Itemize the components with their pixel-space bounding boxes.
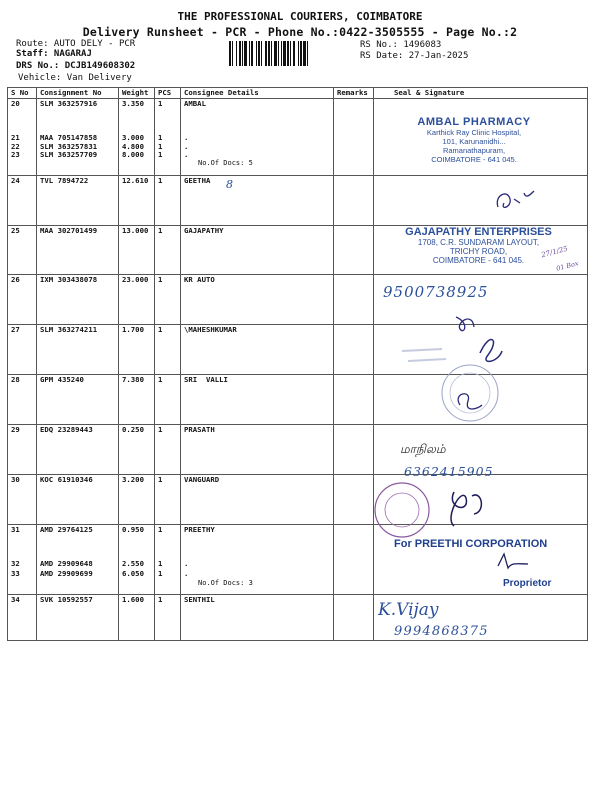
col-seal-signature: Seal & Signature bbox=[374, 88, 588, 99]
row-weight: 2.550 bbox=[122, 559, 144, 568]
barcode-bar bbox=[251, 41, 253, 66]
col-weight: Weight bbox=[119, 88, 155, 99]
table-row bbox=[8, 595, 588, 641]
row-weight: 0.250 bbox=[119, 425, 155, 475]
row-consignee: GAJAPATHY bbox=[181, 226, 334, 275]
row-remarks bbox=[334, 226, 374, 275]
docs-count-note: No.Of Docs: 3 bbox=[198, 579, 253, 587]
row-remarks bbox=[334, 525, 374, 595]
rs-number: RS No.: 1496083 bbox=[360, 40, 442, 50]
row-weight: 0.950 bbox=[122, 525, 144, 534]
row-consignment: TVL 7894722 bbox=[37, 176, 119, 226]
mahesh-signature bbox=[380, 305, 570, 435]
row-consignee: \MAHESHKUMAR bbox=[181, 325, 334, 375]
docs-count-note: No.Of Docs: 5 bbox=[198, 159, 253, 167]
stamp-line: COIMBATORE - 641 045. bbox=[432, 256, 525, 265]
row-weight: 6.050 bbox=[122, 569, 144, 578]
row-sno: 26 bbox=[8, 275, 37, 325]
vehicle-text: Vehicle: Van Delivery bbox=[18, 73, 132, 83]
stamp-line: Karthick Ray Clinic Hospital, bbox=[426, 128, 522, 137]
stamp-title: AMBAL PHARMACY bbox=[417, 116, 531, 128]
row-consignment: IXM 303438078 bbox=[37, 275, 119, 325]
barcode-bar bbox=[256, 41, 257, 66]
row-pcs: 1 bbox=[155, 425, 181, 475]
row-consignee: GEETHA bbox=[181, 176, 334, 226]
preethi-signature bbox=[494, 552, 534, 572]
row-sno: 28 bbox=[8, 375, 37, 425]
row-weight: 3.200 bbox=[119, 475, 155, 525]
row-sno: 33 bbox=[11, 569, 20, 578]
barcode-bar bbox=[274, 41, 277, 66]
row-consignee: PRASATH bbox=[181, 425, 334, 475]
row-consignment: MAA 302701499 bbox=[37, 226, 119, 275]
col-consignment: Consignment No bbox=[37, 88, 119, 99]
row-consignee: . bbox=[184, 559, 189, 568]
geetha-signature bbox=[490, 185, 550, 215]
barcode-bar bbox=[298, 41, 299, 66]
barcode-bar bbox=[283, 41, 286, 66]
row-consignee: . bbox=[184, 150, 189, 159]
row-weight: 4.800 bbox=[122, 142, 144, 151]
barcode-bar bbox=[244, 41, 247, 66]
col-sno: S No bbox=[8, 88, 37, 99]
stamp-line: 101, Karunanidhi... bbox=[442, 137, 506, 146]
row-pcs: 1 bbox=[158, 150, 163, 159]
row-sno: 21 bbox=[11, 133, 20, 142]
stamp-line: TRICHY ROAD, bbox=[449, 247, 508, 256]
row-consignment: EDQ 23289443 bbox=[37, 425, 119, 475]
handwritten-box-note: 01 Box bbox=[555, 259, 580, 273]
drs-number: DRS No.: DCJB149608302 bbox=[16, 61, 136, 71]
row-consignment: GPM 435240 bbox=[37, 375, 119, 425]
row-pcs: 1 bbox=[155, 275, 181, 325]
runsheet-title: Delivery Runsheet - PCR - Phone No.:0422-3505555 - Page No.:2 bbox=[82, 25, 518, 39]
row-consignee: VANGUARD bbox=[181, 475, 334, 525]
barcode-bar bbox=[236, 41, 237, 66]
handwritten-phone: 6362415905 bbox=[404, 464, 494, 479]
row-pcs: 1 bbox=[155, 176, 181, 226]
handwritten-name: K.Vijay bbox=[378, 600, 439, 620]
barcode-bar bbox=[229, 41, 231, 66]
row-weight: 13.000 bbox=[119, 226, 155, 275]
row-consignee: . bbox=[184, 569, 189, 578]
barcode-bar bbox=[290, 41, 291, 66]
row-consignment: SVK 10592557 bbox=[37, 595, 119, 641]
row-consignment: AMD 29764125 bbox=[40, 525, 93, 534]
row-pcs: 1 bbox=[158, 569, 163, 578]
barcode-bar bbox=[258, 41, 260, 66]
row-pcs: 1 bbox=[155, 475, 181, 525]
row-consignment: MAA 705147858 bbox=[40, 133, 98, 142]
barcode-bar bbox=[249, 41, 250, 66]
stamp-line: COIMBATORE - 641 045. bbox=[431, 155, 517, 164]
barcode bbox=[229, 41, 355, 66]
row-remarks bbox=[334, 425, 374, 475]
row-sno: 22 bbox=[11, 142, 20, 151]
staff-text: Staff: NAGARAJ bbox=[16, 49, 92, 59]
row-consignment: KOC 61910346 bbox=[37, 475, 119, 525]
row-sno: 23 bbox=[11, 150, 20, 159]
row-consignee: SRI VALLI bbox=[181, 375, 334, 425]
row-consignment: SLM 363274211 bbox=[37, 325, 119, 375]
vanguard-stamp bbox=[370, 478, 540, 538]
row-seal bbox=[374, 176, 588, 226]
row-sno: 20 bbox=[11, 99, 20, 108]
row-weight: 23.000 bbox=[119, 275, 155, 325]
row-remarks bbox=[334, 375, 374, 425]
row-pcs: 1 bbox=[158, 99, 163, 108]
col-consignee: Consignee Details bbox=[181, 88, 334, 99]
route-text: Route: AUTO DELY - PCR bbox=[16, 39, 136, 49]
row-remarks bbox=[334, 325, 374, 375]
barcode-bar bbox=[303, 41, 306, 66]
table-header-row bbox=[8, 88, 588, 99]
company-title: THE PROFESSIONAL COURIERS, COIMBATORE bbox=[177, 10, 423, 23]
row-pcs: 1 bbox=[155, 325, 181, 375]
row-remarks bbox=[334, 99, 374, 176]
row-sno: 30 bbox=[8, 475, 37, 525]
row-consignee: PREETHY bbox=[184, 525, 215, 534]
row-pcs: 1 bbox=[155, 375, 181, 425]
row-remarks bbox=[334, 595, 374, 641]
row-remarks bbox=[334, 475, 374, 525]
row-weight: 8.000 bbox=[122, 150, 144, 159]
barcode-bar bbox=[307, 41, 308, 66]
row-consignee: SENTHIL bbox=[181, 595, 334, 641]
preethi-stamp-role: Proprietor bbox=[503, 578, 552, 589]
barcode-bar bbox=[278, 41, 279, 66]
row-sno: 34 bbox=[8, 595, 37, 641]
barcode-bar bbox=[265, 41, 267, 66]
row-weight: 3.350 bbox=[122, 99, 144, 108]
barcode-bar bbox=[287, 41, 289, 66]
row-sno: 29 bbox=[8, 425, 37, 475]
row-consignee: . bbox=[184, 133, 189, 142]
row-consignment: SLM 363257916 bbox=[40, 99, 98, 108]
stamp-line: Ramanathapuram, bbox=[442, 146, 506, 155]
row-pcs: 1 bbox=[158, 525, 163, 534]
row-consignment: AMD 29909648 bbox=[40, 559, 93, 568]
row-pcs: 1 bbox=[158, 133, 163, 142]
row-weight: 12.610 bbox=[119, 176, 155, 226]
handwritten-tamil: மாநிலம் bbox=[400, 442, 446, 456]
barcode-bar bbox=[268, 41, 270, 66]
barcode-bar bbox=[300, 41, 302, 66]
row-remarks bbox=[334, 176, 374, 226]
row-consignment: SLM 363257709 bbox=[40, 150, 98, 159]
rs-date: RS Date: 27-Jan-2025 bbox=[360, 51, 469, 61]
row-sno: 25 bbox=[8, 226, 37, 275]
row-consignee: . bbox=[184, 142, 189, 151]
row-consignment: AMD 29909699 bbox=[40, 569, 93, 578]
row-sno: 27 bbox=[8, 325, 37, 375]
barcode-bar bbox=[242, 41, 243, 66]
row-weight: 3.000 bbox=[122, 133, 144, 142]
barcode-bar bbox=[232, 41, 233, 66]
handwritten-date: 27/1/25 bbox=[540, 244, 569, 260]
handwritten-phone: 9994868375 bbox=[394, 624, 489, 639]
handwritten-mark: 8 bbox=[226, 178, 233, 191]
row-weight: 1.600 bbox=[119, 595, 155, 641]
row-consignee: AMBAL bbox=[184, 99, 206, 108]
col-pcs: PCS bbox=[155, 88, 181, 99]
stamp-line: 1708, C.R. SUNDARAM LAYOUT, bbox=[417, 238, 540, 247]
barcode-bar bbox=[239, 41, 241, 66]
barcode-bar bbox=[261, 41, 262, 66]
barcode-bar bbox=[281, 41, 282, 66]
barcode-bar bbox=[271, 41, 272, 66]
ambal-pharmacy-stamp bbox=[384, 116, 564, 164]
col-remarks: Remarks bbox=[334, 88, 374, 99]
preethi-stamp-title: For PREETHI CORPORATION bbox=[394, 538, 548, 550]
row-pcs: 1 bbox=[158, 559, 163, 568]
barcode-bar bbox=[293, 41, 295, 66]
row-remarks bbox=[334, 275, 374, 325]
row-pcs: 1 bbox=[155, 595, 181, 641]
row-weight: 1.700 bbox=[119, 325, 155, 375]
stamp-title: GAJAPATHY ENTERPRISES bbox=[405, 226, 552, 238]
handwritten-phone: 9500738925 bbox=[383, 283, 489, 301]
row-pcs: 1 bbox=[158, 142, 163, 151]
row-sno: 31 bbox=[11, 525, 20, 534]
row-consignee: KR AUTO bbox=[181, 275, 334, 325]
row-sno: 24 bbox=[8, 176, 37, 226]
row-pcs: 1 bbox=[155, 226, 181, 275]
row-weight: 7.380 bbox=[119, 375, 155, 425]
row-consignment: SLM 363257831 bbox=[40, 142, 98, 151]
row-sno: 32 bbox=[11, 559, 20, 568]
